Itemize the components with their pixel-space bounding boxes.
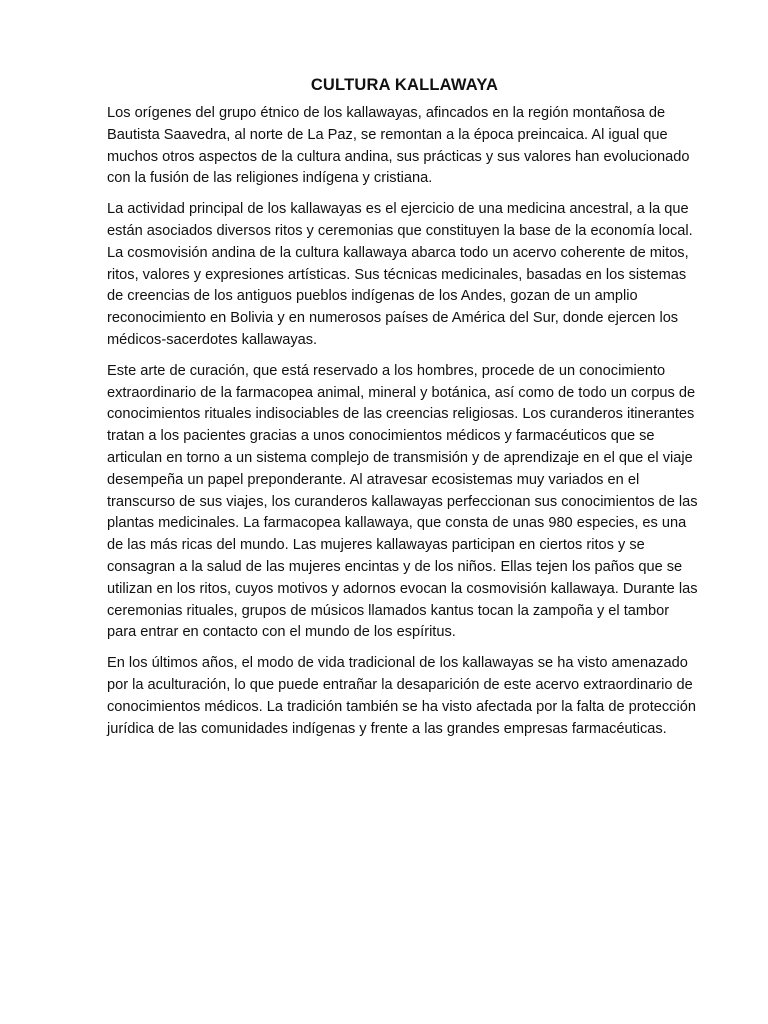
document-body <box>107 75 702 749</box>
paragraph-4: En los últimos años, el modo de vida tradicional de los kallawayas se ha visto amenazado por la aculturación, lo que puede entrañar la desaparición de este acervo extraordinario de conocimientos médicos. La tradición también se ha visto afectada por la falta de protección jurídica de las comunidades indígenas y frente a las grandes empresas farmacéuticas. <box>107 655 696 737</box>
document-title: CULTURA KALLAWAYA <box>310 76 499 94</box>
paragraph-2: La actividad principal de los kallawayas es el ejercicio de una medicina ancestral, a la que están asociados diversos ritos y ceremonias que constituyen la base de la economía local. La cosmovisión andina de la cultura kallawaya abarca todo un acervo coherente de mitos, ritos, valores y expresiones artísticas. Sus técnicas medicinales, basadas en los sistemas de creencias de los antiguos pueblos indígenas de los Andes, gozan de un amplio reconocimiento en Bolivia y en numerosos países de América del Sur, donde ejercen los médicos-sacerdotes kallawayas. <box>107 201 693 348</box>
paragraph-3: Este arte de curación, que está reservado a los hombres, procede de un conocimiento extraordinario de la farmacopea animal, mineral y botánica, así como de todo un corpus de conocimientos rituales indisociables de las creencias religiosas. Los curanderos itinerantes tratan a los pacientes gracias a unos conocimientos médicos y farmacéuticos que se articulan en torno a un sistema complejo de transmisión y de aprendizaje en el que el viaje desempeña un papel preponderante. Al atravesar ecosistemas muy variados en el transcurso de sus viajes, los curanderos kallawayas perfeccionan sus conocimientos de las plantas medicinales. La farmacopea kallawaya, que consta de unas 980 especies, es una de las más ricas del mundo. Las mujeres kallawayas participan en ciertos ritos y se consagran a la salud de las mujeres encintas y de los niños. Ellas tejen los paños que se utilizan en los ritos, cuyos motivos y adornos evocan la cosmovisión kallawaya. Durante las ceremonias rituales, grupos de músicos llamados kantus tocan la zampoña y el tambor para entrar en contacto con el mundo de los espíritus. <box>107 362 698 641</box>
paragraph-1: Los orígenes del grupo étnico de los kallawayas, afincados en la región montañosa de Bautista Saavedra, al norte de La Paz, se remontan a la época preincaica. Al igual que muchos otros aspectos de la cultura andina, sus prácticas y sus valores han evolucionado con la fusión de las religiones indígena y cristiana. <box>107 105 690 187</box>
